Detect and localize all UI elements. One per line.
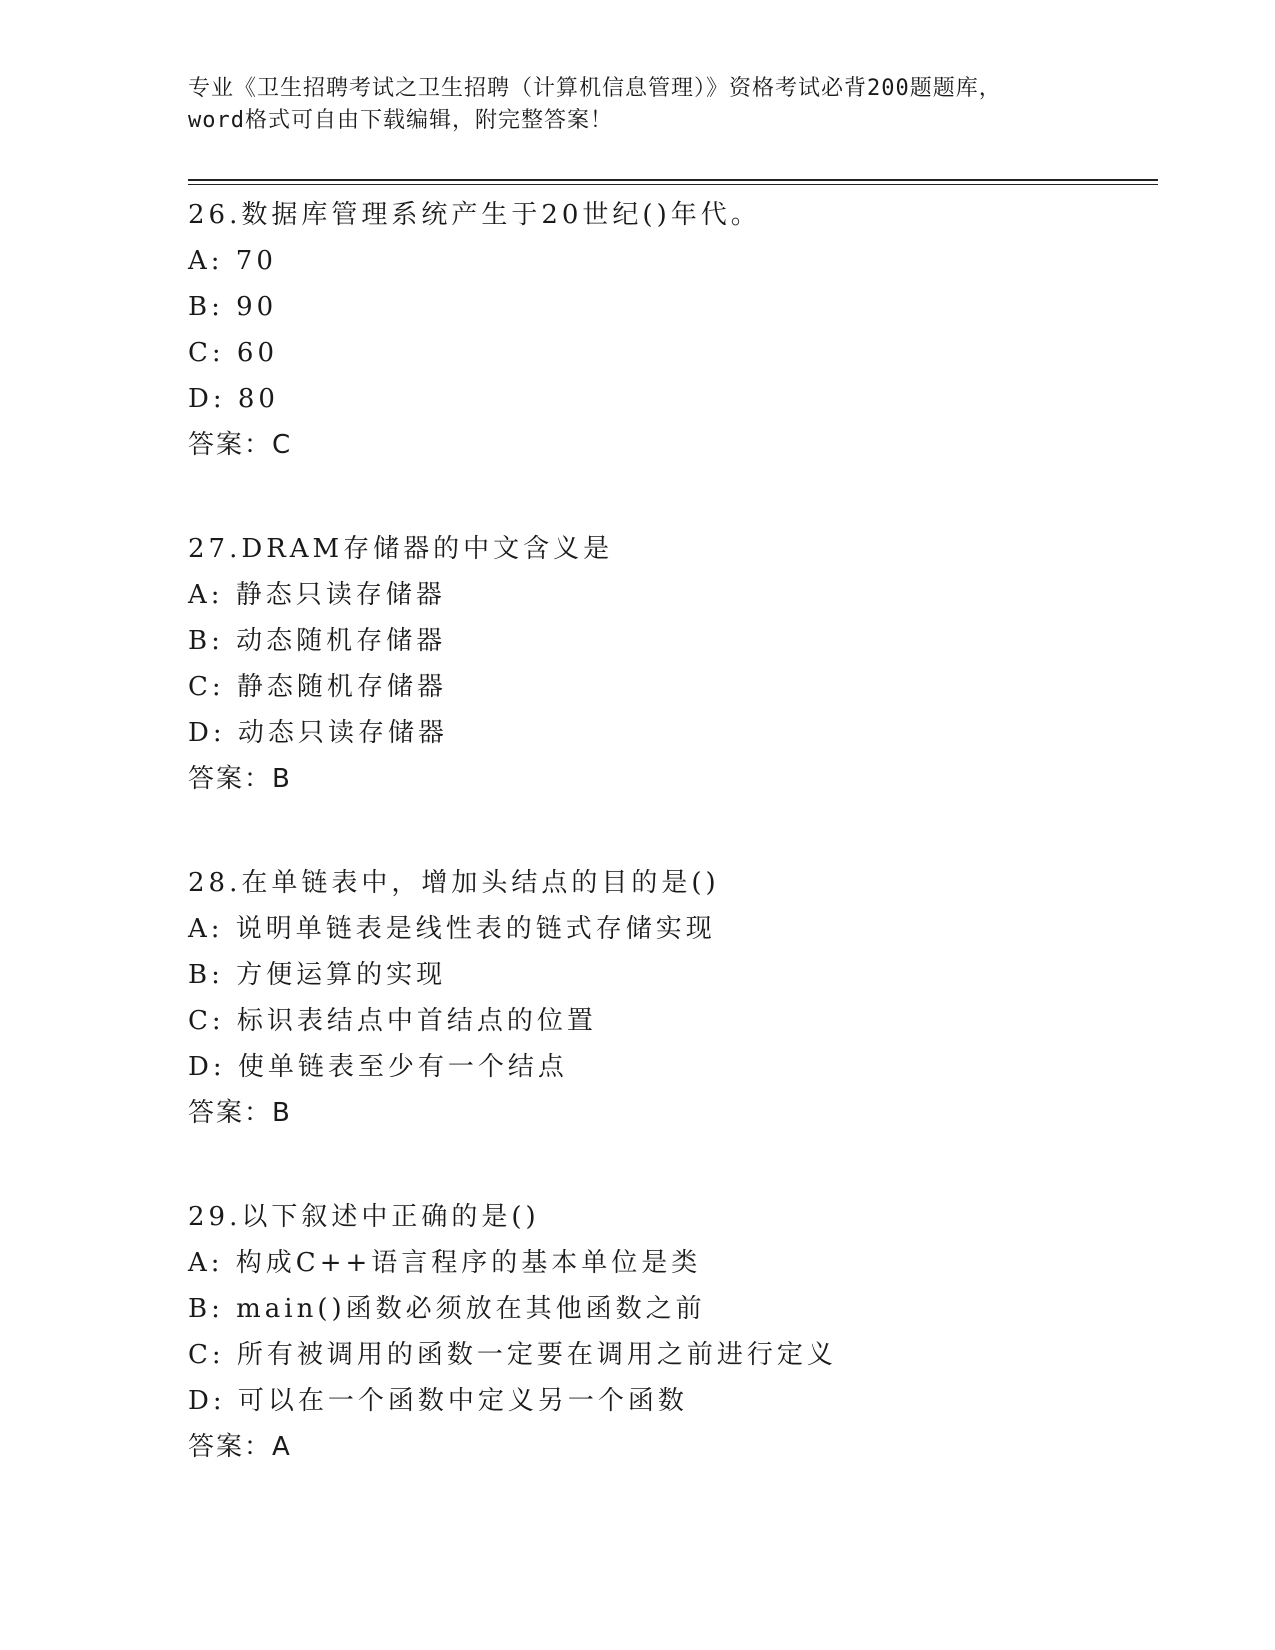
question-title: 29.以下叙述中正确的是() [188,1202,540,1232]
answer-line: 答案：B [188,764,292,794]
question-26 [188,192,1168,468]
question-28 [188,860,1168,1136]
option-d: D: 80 [188,384,279,414]
option-c: C: 静态随机存储器 [188,672,447,702]
answer-line: 答案：C [188,430,293,460]
option-b: B: 90 [188,292,278,322]
option-d: D: 使单链表至少有一个结点 [188,1052,568,1082]
question-list [188,192,1168,1528]
answer-line: 答案：A [188,1432,292,1462]
question-title: 27.DRAM存储器的中文含义是 [188,534,614,564]
option-b: B: main()函数必须放在其他函数之前 [188,1294,706,1324]
option-c: C: 60 [188,338,279,368]
question-title: 26.数据库管理系统产生于20世纪()年代。 [188,200,761,230]
option-a: A: 静态只读存储器 [188,580,446,610]
header-divider-bottom [188,184,1158,185]
option-c: C: 标识表结点中首结点的位置 [188,1006,597,1036]
document-header [188,73,1088,137]
option-b: B: 动态随机存储器 [188,626,447,656]
option-d: D: 可以在一个函数中定义另一个函数 [188,1386,688,1416]
option-a: A: 70 [188,246,277,276]
option-c: C: 所有被调用的函数一定要在调用之前进行定义 [188,1340,837,1370]
header-divider-top [188,179,1158,181]
header-line-1: 专业《卫生招聘考试之卫生招聘（计算机信息管理）》资格考试必背200题题库， [188,76,1002,101]
question-title: 28.在单链表中，增加头结点的目的是() [188,868,720,898]
option-b: B: 方便运算的实现 [188,960,447,990]
option-a: A: 说明单链表是线性表的链式存储实现 [188,914,716,944]
option-a: A: 构成C++语言程序的基本单位是类 [188,1248,702,1278]
option-d: D: 动态只读存储器 [188,718,448,748]
header-line-2: word格式可自由下载编辑，附完整答案！ [188,108,613,133]
answer-line: 答案：B [188,1098,292,1128]
question-27 [188,526,1168,802]
question-29 [188,1194,1168,1470]
